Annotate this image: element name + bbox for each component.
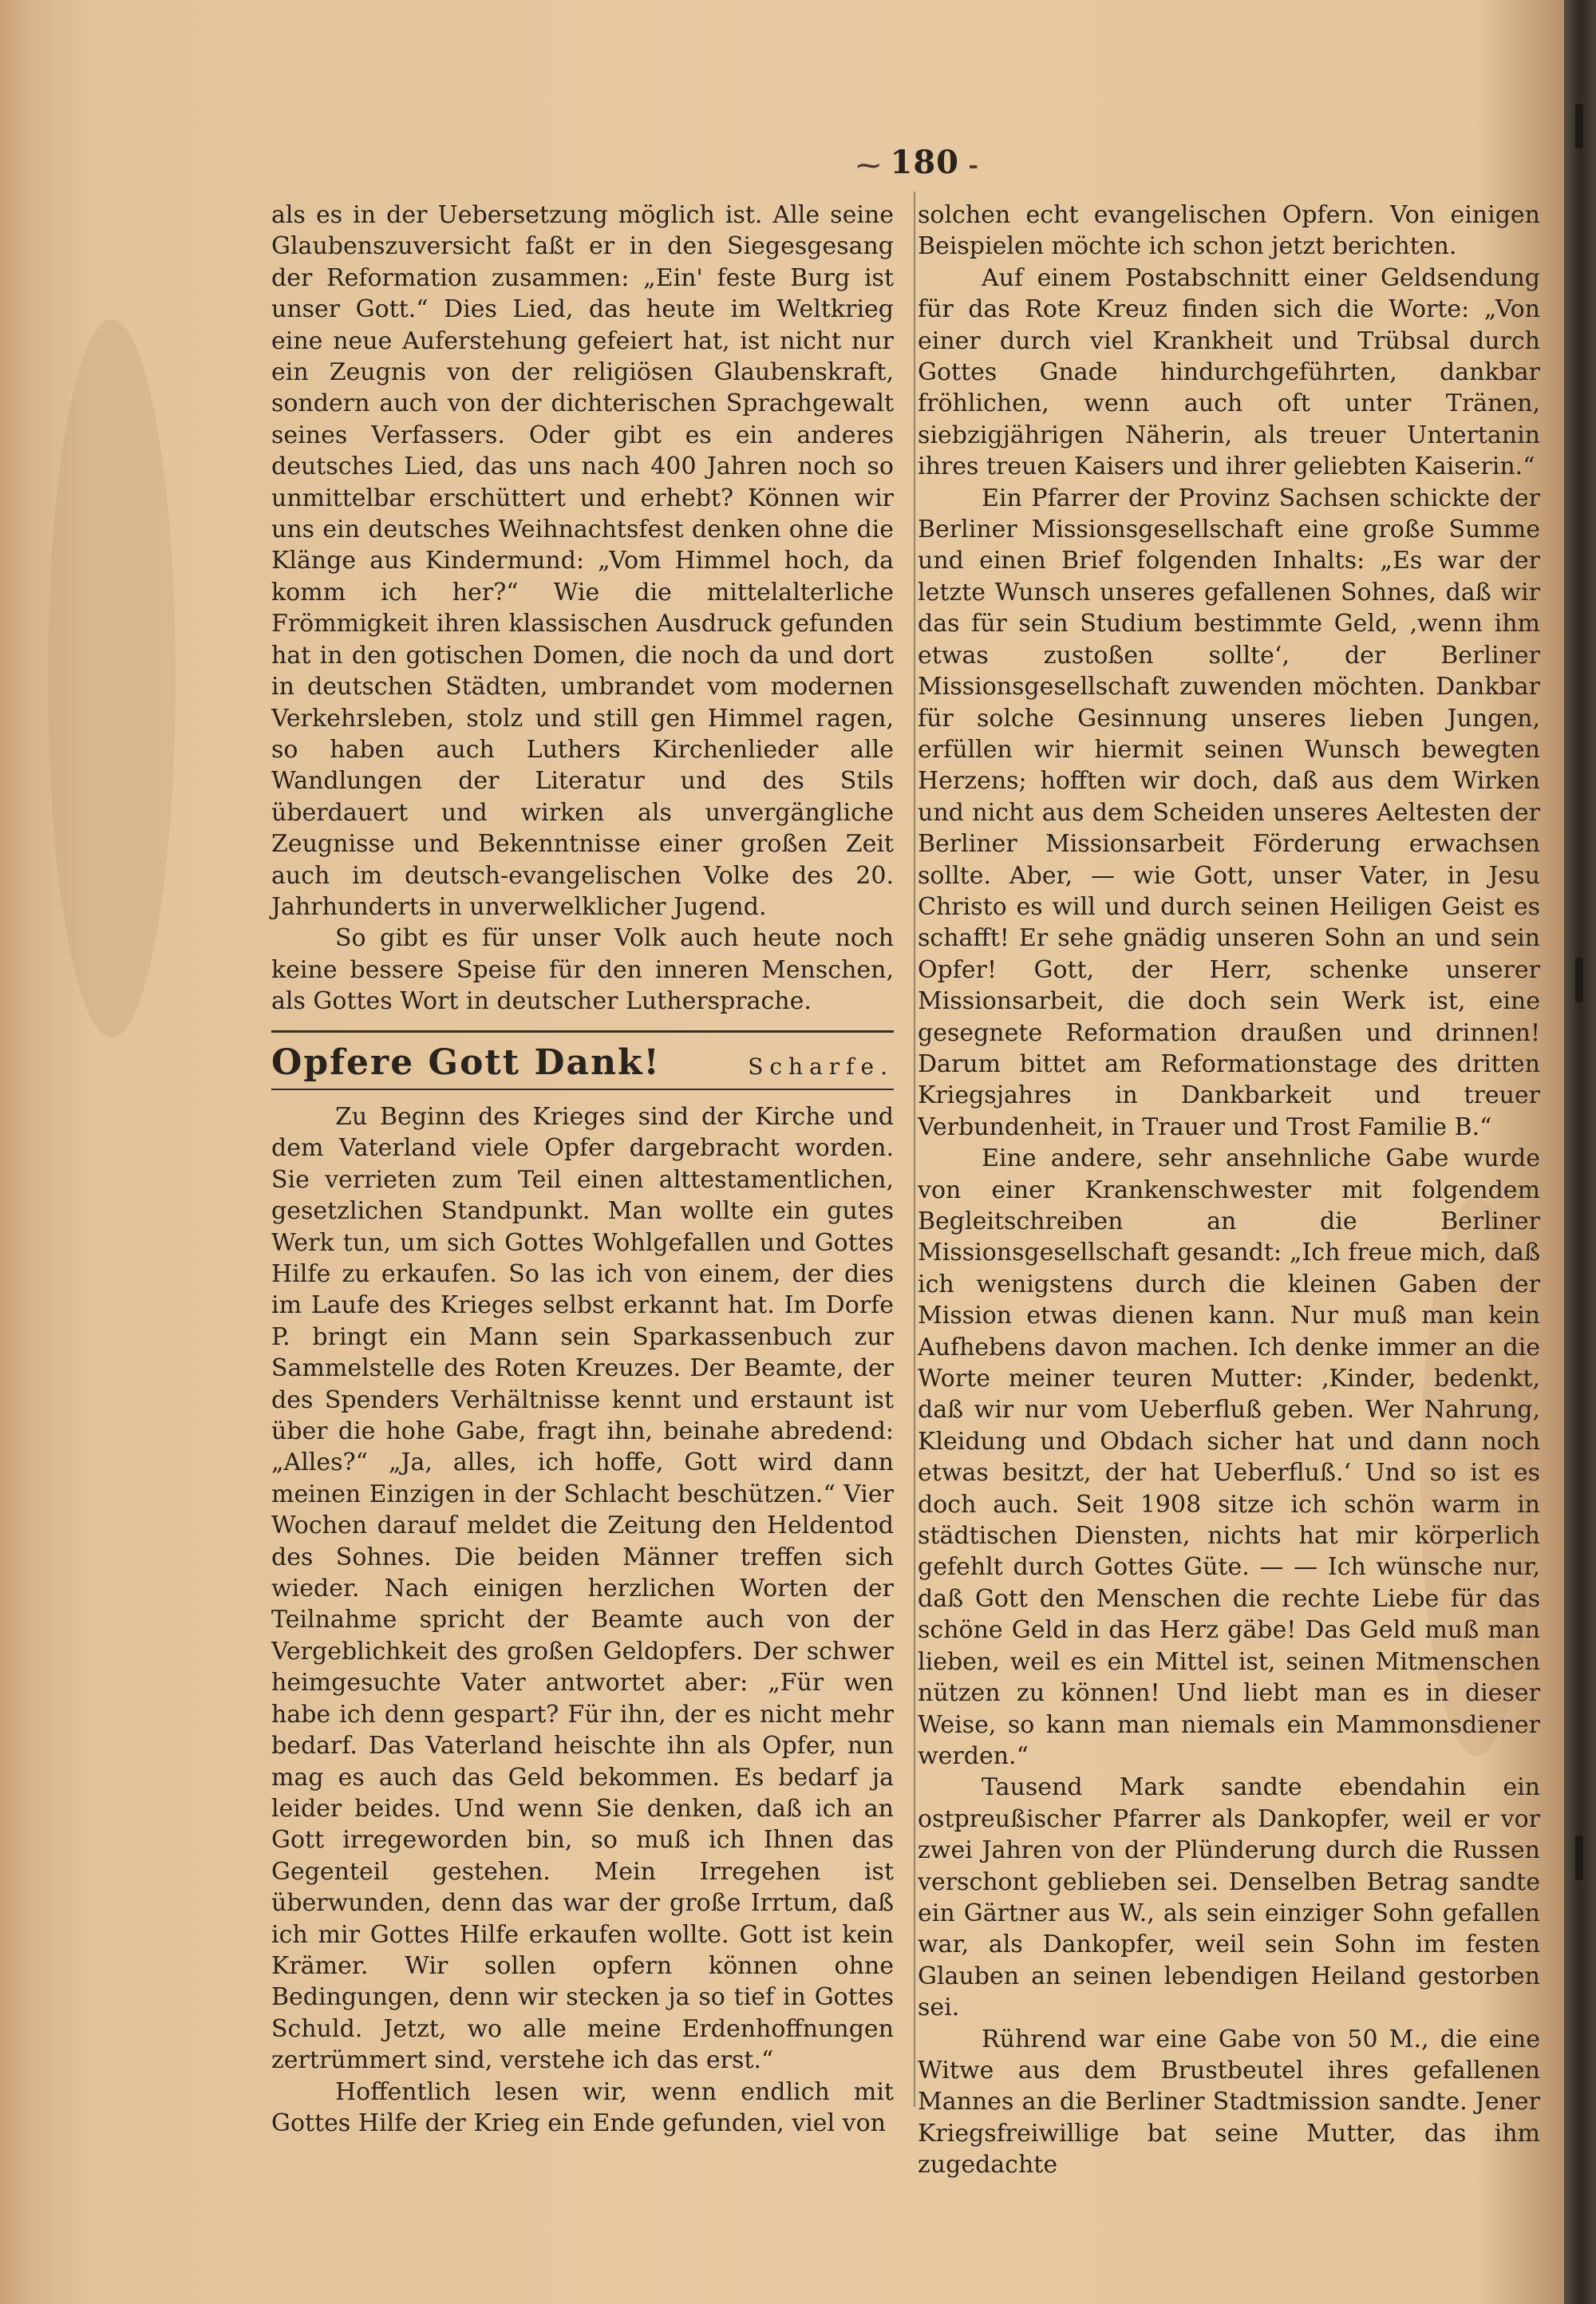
article-paragraph: Eine andere, sehr ansehnliche Gabe wurde von einer Krankenschwester mit folgendem Begleitschreiben an die Berliner Missionsgesellschaft gesandt: „Ich freue mich, daß ich wenigstens durch die kleinen Gaben der Mission etwas dienen kann. Nur muß man kein Aufhebens davon machen. Ich denke immer an die Worte meiner teuren Mutter: ‚Kinder, bedenkt, daß wir nur vom Ueberfluß geben. Wer Nahrung, Kleidung und Obdach sicher hat und dann noch etwas besitzt, der hat Ueberfluß.‘ Und so ist es doch auch. Seit 1908 sitze ich schön warm in städtischen Diensten, nichts hat mir körperlich gefehlt durch Gottes Güte. — — Ich wünsche nur, daß Gott den Menschen die rechte Liebe für das schöne Geld in das Herz gäbe! Das Geld muß man lieben, weil es ein Mittel ist, seinen Mitmenschen nützen zu können! Und liebt man es in dieser Weise, so kann man niemals ein Mammonsdiener werden.“ (918, 1144, 1540, 1770)
article-paragraph: Zu Beginn des Krieges sind der Kirche und dem Vaterland viele Opfer dargebracht worden. Sie verrieten zum Teil einen alttestamentlichen, gesetzlichen Standpunkt. Man wollte ein gutes Werk tun, um sich Gottes Wohlgefallen und Gottes Hilfe zu erkaufen. So las ich von einem, der dies im Laufe des Krieges selbst erkannt hat. Im Dorfe P. bringt ein Mann sein Sparkassenbuch zur Sammelstelle des Roten Kreuzes. Der Beamte, der des Spenders Verhältnisse kennt und erstaunt ist über die hohe Gabe, fragt ihn, beinahe abredend: „Alles?“ „Ja, alles, ich hoffe, Gott wird dann meinen Einzigen in der Schlacht beschützen.“ Vier Wochen darauf meldet die Zeitung den Heldentod des Sohnes. Die beiden Männer treffen sich wieder. Nach einigen herzlichen Worten der Teilnahme spricht der Beamte auch von der Vergeblichkeit des großen Geldopfers. Der schwer heimgesuchte Vater antwortet aber: „Für wen habe ich denn gespart? Für ihn, der es nicht mehr bedarf. Das Vaterland heischte ihn als Opfer, nun mag es auch das Geld bekommen. Es bedarf ja leider beides. Und wenn Sie denken, daß ich an Gott irregeworden bin, so muß ich Ihnen das Gegenteil gestehen. Mein Irregehen ist überwunden, denn das war der große Irrtum, daß ich mir Gottes Hilfe erkaufen wollte. Gott ist kein Krämer. Wir sollen opfern können ohne Bedingungen, denn wir stecken ja so tief in Gottes Schuld. Jetzt, wo alle meine Erdenhoffnungen zertrümmert sind, verstehe ich das erst.“ (271, 1102, 894, 2075)
column-rule (914, 192, 915, 2107)
right-column (918, 200, 1540, 2181)
page-number-value: 180 (890, 144, 960, 181)
article-paragraph: Rührend war eine Gabe von 50 M., die eine Witwe aus dem Brustbeutel ihres gefallenen Mannes an die Berliner Stadtmission sandte. Jener Kriegsfreiwillige bat seine Mutter, das ihm zugedachte (918, 2025, 1540, 2180)
intro-paragraph: als es in der Uebersetzung möglich ist. Alle seine Glaubenszuversicht faßt er in den Siegesgesang der Reformation zusammen: „Ein' feste Burg ist unser Gott.“ Dies Lied, das heute im Weltkrieg eine neue Auferstehung gefeiert hat, ist nicht nur ein Zeugnis von der religiösen Glaubenskraft, sondern auch von der dichterischen Sprachgewalt seines Verfassers. Oder gibt es ein anderes deutsches Lied, das uns nach 400 Jahren noch so unmittelbar erschüttert und erhebt? Können wir uns ein deutsches Weihnachtsfest denken ohne die Klänge aus Kindermund: „Vom Himmel hoch, da komm ich her?“ Wie die mittelalterliche Frömmigkeit ihren klassischen Ausdruck gefunden hat in den gotischen Domen, die noch da und dort in deutschen Städten, umbrandet vom modernen Verkehrsleben, stolz und still gen Himmel ragen, so haben auch Luthers Kirchenlieder alle Wandlungen der Literatur und des Stils überdauert und wirken als unvergängliche Zeugnisse und Bekenntnisse einer großen Zeit auch im deutsch-evangelischen Volke des 20. Jahrhunderts in unverwelklicher Jugend. (271, 201, 894, 921)
article-paragraph: Tausend Mark sandte ebendahin ein ostpreußischer Pfarrer als Dankopfer, weil er vor zwei Jahren von der Plünderung durch die Russen verschont geblieben sei. Denselben Betrag sandte ein Gärtner aus W., als sein einziger Sohn gefallen war, als Dankopfer, weil sein Sohn im festen Glauben an seinen lebendigen Heiland gestorben sei. (918, 1773, 1540, 2022)
closing-paragraph: So gibt es für unser Volk auch heute noch keine bessere Speise für den inneren Menschen, als Gottes Wort in deutscher Luthersprache. (271, 924, 894, 1016)
heading-divider (271, 1089, 894, 1090)
article-paragraph: Ein Pfarrer der Provinz Sachsen schickte der Berliner Missionsgesellschaft eine große Summe und einen Brief folgenden Inhalts: „Es war der letzte Wunsch unseres gefallenen Sohnes, daß wir das für sein Studium bestimmte Geld, ‚wenn ihm etwas zustoßen sollte‘, der Berliner Missionsgesellschaft zuwenden möchten. Dankbar für solche Gesinnung unseres lieben Jungen, erfüllen wir hiermit seinen Wunsch bewegten Herzens; hofften wir doch, daß aus dem Wirken und nicht aus dem Scheiden unseres Aeltesten der Berliner Missionsarbeit Förderung erwachsen sollte. Aber, — wie Gott, unser Vater, in Jesu Christo es will und durch seinen Heiligen Geist es schafft! Er sehe gnädig unseren Sohn an und sein Opfer! Gott, der Herr, schenke unserer Missionsarbeit, die doch sein Werk ist, eine gesegnete Reformation draußen und drinnen! Darum bittet am Reformationstage des dritten Kriegsjahres in Dankbarkeit und treuer Verbundenheit, in Trauer und Trost Familie B.“ (918, 484, 1540, 1141)
left-column (271, 200, 894, 2139)
article-heading (271, 1041, 894, 1083)
article-title: Opfere Gott Dank! (271, 1041, 661, 1083)
section-divider (271, 1030, 894, 1033)
page-number-ornament-right: - (959, 152, 979, 180)
article-paragraph: Auf einem Postabschnitt einer Geldsendung für das Rote Kreuz finden sich die Worte: „Von einer durch viel Krankheit und Trübsal durch Gottes Gnade hindurchgeführten, dankbar fröhlichen, wenn auch oft unter Tränen, siebzigjährigen Näherin, als treuer Untertanin ihres treuen Kaisers und ihrer geliebten Kaiserin.“ (918, 263, 1540, 481)
article-paragraph: solchen echt evangelischen Opfern. Von einigen Beispielen möchte ich schon jetzt berichten. (918, 201, 1540, 261)
page-number (830, 144, 1005, 181)
article-author: Scharfe. (748, 1053, 894, 1080)
page-number-ornament-left: ⁓ (856, 152, 891, 180)
article-paragraph: Hoffentlich lesen wir, wenn endlich mit Gottes Hilfe der Krieg ein Ende gefunden, viel von (271, 2077, 894, 2137)
